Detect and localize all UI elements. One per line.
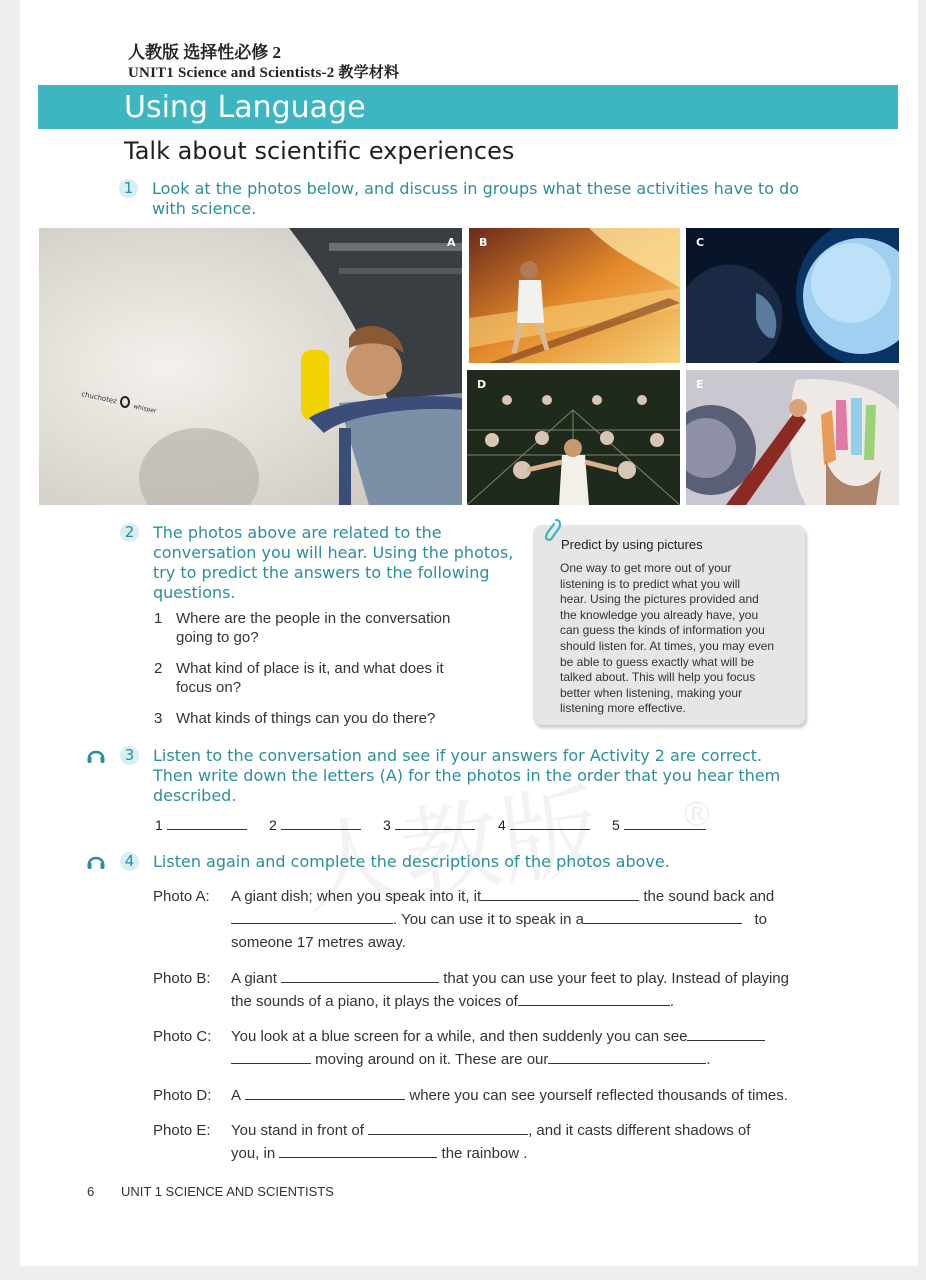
desc-text: A [231,1087,242,1104]
desc-text: . You can use it to speak in a [393,911,584,928]
photo-d-illustration [467,370,680,505]
photo-a-blank-2[interactable] [231,909,393,924]
photo-d-desc-label: Photo D: [153,1087,212,1104]
photo-e-illustration [686,370,899,505]
question-1-number: 1 [154,610,163,627]
tip-line: listening more effective. [560,701,686,716]
answer-1 [155,815,247,833]
question-2-text: What kind of place is it, and what does it [176,660,444,677]
desc-text: . [706,1051,711,1068]
activity-2-line: try to predict the answers to the following [153,563,490,582]
tip-line: One way to get more out of your [560,561,732,575]
desc-text: , and it casts different shadows of [528,1122,751,1139]
photo-b-label: B [479,236,488,249]
desc-text: . [669,993,675,1010]
answer-2-number: 2 [269,817,277,833]
tip-line: can guess the kinds of information you [560,623,765,638]
tip-line: hear. Using the pictures provided and [560,592,759,607]
photo-c-desc-line1 [231,1025,765,1048]
activity-1-line1: Look at the photos below, and discuss in groups what these activities have to do [152,179,800,198]
desc-text: You stand in front of [231,1122,364,1139]
photo-c-desc-line2 [231,1048,711,1071]
photo-c-label: C [696,236,705,249]
photo-e-blank-2[interactable] [279,1143,437,1158]
photo-c-blank-1[interactable] [687,1026,765,1041]
tip-line: be able to guess exactly what will be [560,654,755,669]
photo-b [469,228,680,363]
desc-text: You look at a blue screen for a while, and then suddenly you can see [231,1028,688,1045]
photo-a-desc-label: Photo A: [153,888,210,905]
activity-3-line: Listen to the conversation and see if your answers for Activity 2 are correct. [153,746,763,765]
photo-b-desc-line2 [231,990,674,1013]
photo-a-label: A [447,236,456,249]
sign-chuchotez: chuchotez [80,390,118,406]
desc-text: the rainbow . [441,1145,528,1162]
photo-e-blank-1[interactable] [368,1120,528,1135]
book-title: 人教版 选择性必修 2 [128,43,281,62]
tip-line: the knowledge you already have, you [560,607,759,622]
photo-c-desc-label: Photo C: [153,1028,212,1045]
photo-b-blank-1[interactable] [281,968,439,983]
answer-5-number: 5 [612,817,620,833]
desc-text: A giant [231,970,277,987]
desc-text: moving around on it. These are our [315,1051,549,1068]
activity-1-line2: with science. [152,199,257,218]
tip-line: talked about. This will help you focus [560,670,756,685]
photo-e [686,370,899,505]
photo-b-illustration [469,228,680,363]
question-3-number: 3 [154,710,163,727]
answer-1-blank[interactable] [167,815,247,830]
tip-text [560,561,791,717]
sign-whisper: whisper [132,403,158,415]
answer-3-number: 3 [383,817,391,833]
desc-text: to [754,911,768,928]
activity-2-line: conversation you will hear. Using the photos, [153,543,514,562]
photo-e-desc-label: Photo E: [153,1122,211,1139]
question-1-text: Where are the people in the conversation [176,610,451,627]
paperclip-icon [541,516,563,542]
unit-subtitle: UNIT1 Science and Scientists-2 教学材料 [128,65,400,81]
tip-line: listening is to predict what you will [560,576,741,591]
desc-text: A giant dish; when you speak into it, it [231,888,482,905]
answer-1-number: 1 [155,817,163,833]
photo-a-illustration [39,228,462,505]
photo-d-label: D [477,378,487,391]
activity-4-number: 4 [120,852,139,871]
tip-line: better when listening, making your [560,685,743,700]
photo-e-label: E [696,378,704,391]
activity-3-number: 3 [120,746,139,765]
photo-a [39,228,462,505]
headphones-icon [86,746,106,764]
tip-title: Predict by using pictures [561,537,703,552]
answer-4-number: 4 [498,817,506,833]
question-2-number: 2 [154,660,163,677]
photo-d [467,370,680,505]
activity-1-number: 1 [119,179,138,198]
question-3-text: What kinds of things can you do there? [176,710,436,727]
activity-3-line: described. [153,786,237,805]
banner-title: Using Language [124,90,366,125]
activity-2-line: The photos above are related to the [153,523,442,542]
photo-c-illustration [686,228,899,363]
desc-text: where you can see yourself reflected thousands of times. [409,1087,788,1104]
photo-a-desc-line3: someone 17 metres away. [231,934,406,951]
footer-unit: UNIT 1 SCIENCE AND SCIENTISTS [121,1184,334,1199]
page-number: 6 [87,1184,95,1199]
photo-a-desc-line1 [231,885,774,908]
desc-text: you, in [231,1145,276,1162]
activity-2-number: 2 [120,523,139,542]
photo-c-blank-2[interactable] [231,1049,311,1064]
question-2-text-cont: focus on? [176,679,242,696]
photo-a-blank-3[interactable] [584,909,742,924]
desc-text: the sounds of a piano, it plays the voices of [231,993,518,1010]
photo-b-blank-2[interactable] [518,991,670,1006]
photo-b-desc-line1 [231,967,789,990]
photo-c [686,228,899,363]
headphones-icon [86,852,106,870]
photo-c-blank-3[interactable] [548,1049,706,1064]
activity-3-line: Then write down the letters (A) for the photos in the order that you hear them [153,766,781,785]
section-title: Talk about scientific experiences [124,137,515,165]
photo-b-desc-label: Photo B: [153,970,211,987]
photo-d-desc-line1 [231,1084,788,1107]
photo-e-desc-line2 [231,1142,527,1165]
photo-d-blank-1[interactable] [245,1085,405,1100]
watermark-registered: ® [680,795,714,835]
photo-e-desc-line1 [231,1119,750,1142]
photo-a-blank-1[interactable] [481,886,639,901]
question-1-text-cont: going to go? [176,629,259,646]
tip-line: should listen for. At times, you may even [560,638,775,653]
desc-text: the sound back and [643,888,775,905]
activity-2-line: questions. [153,583,236,602]
desc-text: that you can use your feet to play. Instead of playing [443,970,789,987]
activity-4-title: Listen again and complete the descriptions of the photos above. [153,852,670,871]
photo-a-desc-line2 [231,908,767,931]
